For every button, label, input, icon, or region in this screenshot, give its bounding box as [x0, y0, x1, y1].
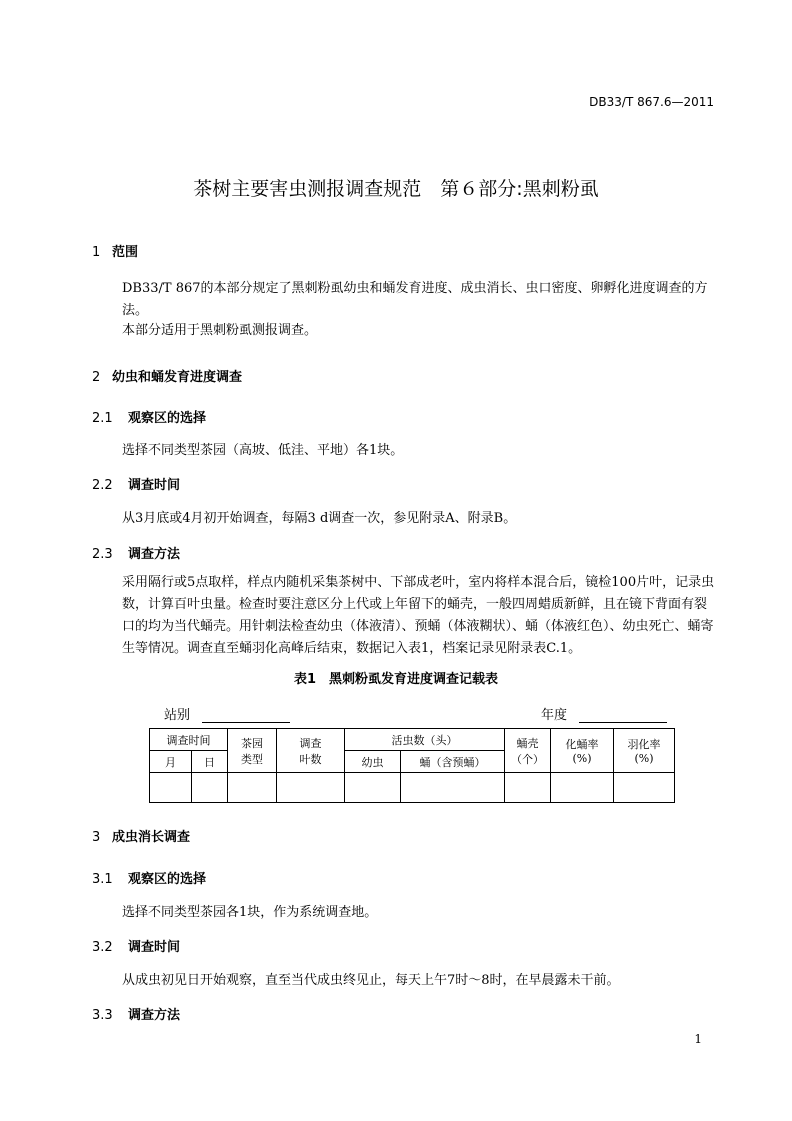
- header-month: 月: [150, 751, 192, 773]
- section-1-paragraph-2: [92, 320, 718, 342]
- section-2-2-heading: [92, 474, 180, 493]
- header-live-count: 活虫数（头）: [345, 729, 505, 751]
- paragraph-text: 选择不同类型茶园（高坡、低洼、平地）各1块。: [122, 443, 404, 458]
- table-cell: [505, 773, 551, 803]
- paragraph-text: 从成虫初见日开始观察，直至当代成虫终见止，每天上午7时～8时，在早晨露未干前。: [122, 973, 620, 988]
- section-title: 范围: [112, 245, 139, 260]
- section-title: 调查时间: [128, 478, 181, 493]
- section-number: 2.3: [92, 547, 113, 562]
- paragraph-text: 本部分适用于黑刺粉虱测报调查。: [122, 323, 318, 338]
- section-3-1-paragraph: [92, 902, 718, 924]
- table-cell: [150, 773, 192, 803]
- table-cell: [614, 773, 675, 803]
- table-row: [150, 773, 675, 803]
- table-cell: [345, 773, 401, 803]
- section-number: 2.2: [92, 478, 113, 493]
- section-number: 1: [92, 245, 101, 260]
- header-day: 日: [192, 751, 228, 773]
- section-2-3-heading: [92, 543, 180, 562]
- section-title: 观察区的选择: [128, 872, 207, 887]
- header-text: 蛹壳: [516, 736, 539, 750]
- section-3-2-paragraph: [92, 970, 718, 992]
- header-text: 化蛹率: [565, 738, 599, 751]
- table-cell: [401, 773, 505, 803]
- year-label: 年度: [541, 708, 568, 723]
- section-title: 幼虫和蛹发育进度调查: [112, 370, 243, 385]
- header-text: 调查: [299, 736, 322, 750]
- header-emergence-rate: [614, 729, 675, 773]
- paragraph-text: 从3月底或4月初开始调查，每隔3 d调查一次，参见附录A、附录B。: [122, 511, 517, 526]
- section-title: 调查时间: [128, 940, 181, 955]
- section-number: 2: [92, 370, 101, 385]
- header-larva: 幼虫: [345, 751, 401, 773]
- section-1-heading: [92, 241, 138, 260]
- section-1-paragraph-1: [92, 278, 718, 322]
- year-field: [541, 704, 667, 723]
- station-blank: [202, 708, 290, 723]
- section-3-heading: [92, 826, 190, 845]
- header-pupation-rate: [551, 729, 614, 773]
- section-2-heading: [92, 366, 242, 385]
- header-text: 羽化率: [627, 738, 661, 751]
- section-3-3-heading: [92, 1004, 180, 1023]
- document-id: DB33/T 867.6—2011: [589, 95, 714, 109]
- paragraph-text: 采用隔行或5点取样，样点内随机采集茶树中、下部成老叶，室内将样本混合后，镜检100片叶，记录虫数，计算百叶虫量。检查时要注意区分上代或上年留下的蛹壳，一般四周蜡质新鲜，且在镜下背面有裂口的均为当代蛹壳。用针刺法检查幼虫（体液清）、预蛹（体液糊状）、蛹（体液红色）、幼虫死亡、蛹寄生等情况。调查直至蛹羽化高峰后结束，数据记入表1，档案记录见附录表C.1。: [122, 575, 715, 656]
- station-label: 站别: [164, 708, 191, 723]
- paragraph-text: DB33/T 867的本部分规定了黑刺粉虱幼虫和蛹发育进度、成虫消长、虫口密度、卵孵化进度调查的方法。: [122, 281, 708, 318]
- section-number: 3.2: [92, 940, 113, 955]
- table-1-caption: 表1 黑刺粉虱发育进度调查记载表: [293, 672, 499, 687]
- page-number: 1: [694, 1032, 702, 1046]
- station-field: [164, 704, 290, 723]
- header-pupa: 蛹（含预蛹）: [401, 751, 505, 773]
- section-2-1-paragraph: [92, 440, 718, 462]
- section-3-1-heading: [92, 868, 206, 887]
- document-title: 茶树主要害虫测报调查规范 第６部分:黑刺粉虱: [193, 178, 599, 200]
- table-cell: [192, 773, 228, 803]
- section-number: 3: [92, 830, 101, 845]
- section-title: 成虫消长调查: [112, 830, 191, 845]
- record-table: [149, 728, 675, 803]
- header-text: 茶园: [241, 736, 263, 750]
- table-header-row-1: [150, 729, 675, 751]
- header-garden-type: [228, 729, 277, 773]
- table-cell: [228, 773, 277, 803]
- section-number: 3.3: [92, 1008, 113, 1023]
- section-2-2-paragraph: [92, 508, 718, 530]
- header-date: 调查时间: [150, 729, 228, 751]
- header-text: 叶数: [299, 752, 322, 766]
- section-2-3-paragraph: [92, 572, 718, 660]
- section-2-1-heading: [92, 407, 206, 426]
- header-text: (%): [634, 752, 654, 765]
- header-text: （个）: [511, 752, 544, 766]
- paragraph-text: 选择不同类型茶园各1块，作为系统调查地。: [122, 905, 378, 920]
- table-cell: [551, 773, 614, 803]
- table-cell: [277, 773, 345, 803]
- section-title: 调查方法: [128, 1008, 181, 1023]
- section-title: 调查方法: [128, 547, 181, 562]
- header-pupa-shell: [505, 729, 551, 773]
- header-text: 类型: [241, 752, 263, 766]
- header-text: (%): [572, 752, 592, 765]
- section-3-2-heading: [92, 936, 180, 955]
- section-title: 观察区的选择: [128, 411, 207, 426]
- section-number: 2.1: [92, 411, 113, 426]
- year-blank: [579, 708, 667, 723]
- header-leaf-count: [277, 729, 345, 773]
- section-number: 3.1: [92, 872, 113, 887]
